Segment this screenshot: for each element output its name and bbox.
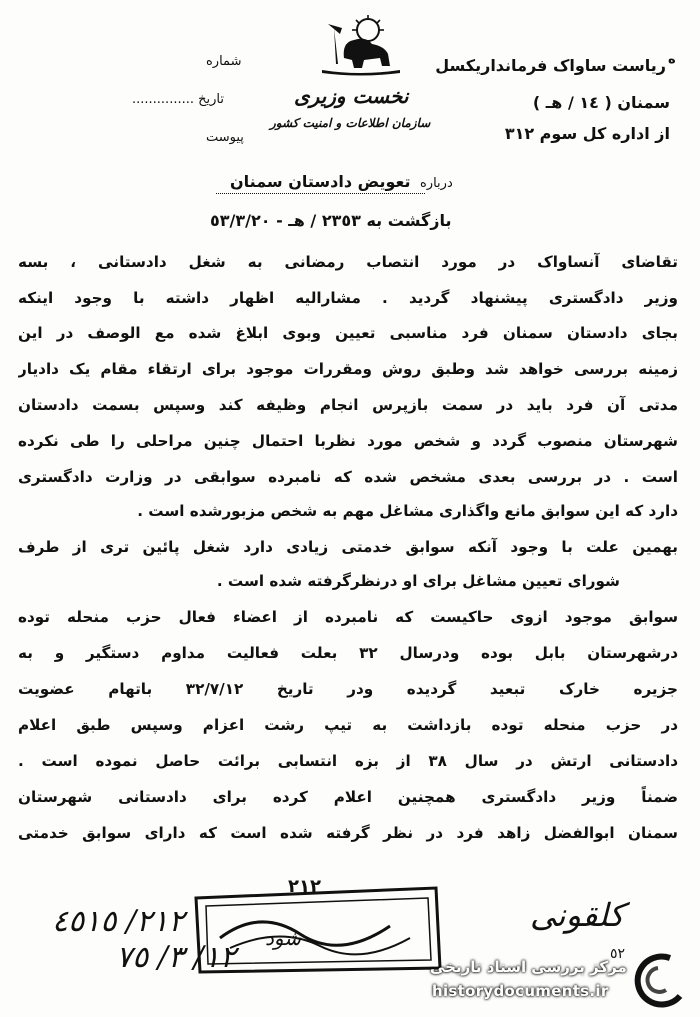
subject-label: درباره	[420, 176, 453, 191]
subject-value: تعویض دادستان سمنان	[216, 172, 425, 194]
date-label: تاریخ ...............	[132, 92, 224, 107]
body-line-16: ضمناً وزیر دادگستری همچنین اعلام کرده برای دادستانی شهرستان	[18, 788, 678, 806]
body-line-2: وزیر دادگستری پیشنهاد گردید . مشارالیه اظهار داشته با وجود اینکه	[18, 289, 678, 307]
handwritten-registration-number: ٢١٢/ ٤٥١٥	[52, 904, 185, 939]
body-line-14: در حزب منحله توده بازداشت به تیپ رشت اعزام وسپس طبق اعلام	[18, 716, 678, 734]
body-line-5: مدتی آن فرد باید در سمت بازپرس انجام وظیفه کند وسپس بسمت دادستان	[18, 396, 678, 414]
watermark-url: historydocuments.ir	[432, 982, 609, 1000]
reference-line: بازگشت به ٢٣٥٣ / هـ - ٥٣/٣/٢٠	[210, 211, 452, 230]
body-line-9: بهمین علت با وجود آنکه سوابق خدمتی زیادی دارد شغل پائین تری از طرف	[18, 538, 678, 556]
body-line-6: شهرستان منصوب گردد و شخص مورد نظربا احتمال چنین مراحلی را طی نکرده	[18, 432, 678, 450]
body-line-17: سمنان ابوالفضل زاهد فرد در نظر گرفته شده است که دارای سوابق خدمتی	[18, 824, 678, 842]
signature: کلقونی	[530, 896, 625, 934]
body-line-15: دادستانی ارتش در سال ٣٨ از بزه انتسابی برائت حاصل نموده است .	[18, 752, 678, 770]
seal-ministry: نخست وزیری	[294, 84, 409, 108]
page-mark: ه	[668, 52, 676, 67]
handwritten-registration-date: ١٢/ ٣/ ٧٥	[116, 940, 236, 975]
seal-agency: سازمان اطلاعات و امنیت کشور	[270, 116, 431, 130]
body-line-7: است . در بررسی بعدی مشخص شده که نامبرده سوابقی در وزارت دادگستری	[18, 468, 678, 486]
body-line-3: بجای دادستان سمنان فرد مناسبی تعیین وبوی ابلاغ شده مع الوصف در این	[18, 324, 678, 342]
sender-line: از اداره کل سوم ٣١٢	[504, 124, 670, 143]
attachment-label: پیوست	[206, 130, 244, 145]
lion-and-sun-emblem-icon	[314, 14, 406, 76]
stamp-number: ٢١٢	[288, 876, 321, 897]
watermark-org-name: مرکز بررسی اسناد تاریخی	[430, 958, 627, 976]
stamp-signature: شود	[265, 926, 301, 950]
body-line-1: تقاضای آنساواک در مورد انتصاب رمضانی به شغل دادستانی ، بسه	[18, 253, 678, 271]
body-line-4: زمینه بررسی خواهد شد وطبق روش ومقررات موجود برای ارتقاء مقام یک دادیار	[18, 360, 678, 378]
body-line-8: دارد که این سوابق مانع واگذاری مشاغل مهم به شخص مزبورشده است .	[137, 502, 678, 520]
page-note: ٥٢	[610, 946, 626, 962]
recipient-line: سمنان ( ١٤ / هـ )	[532, 93, 670, 112]
body-line-12: درشهرستان بابل بوده ودرسال ٣٢ بعلت فعالیت مداوم دستگیر و به	[18, 644, 678, 662]
body-line-13: جزیره خارک تبعید گردیده ودر تاریخ ٣٢/٧/١٢ باتهام عضویت	[18, 680, 678, 698]
body-line-11: سوابق موجود ازوی حاکیست که نامبرده از اعضاء فعال حزب منحله توده	[18, 608, 678, 626]
body-line-10: شورای تعیین مشاغل برای او درنظرگرفته شده است .	[216, 572, 620, 590]
number-label: شماره	[206, 54, 242, 69]
organization-line: ریاست ساواک فرمانداریکسل	[435, 56, 666, 75]
